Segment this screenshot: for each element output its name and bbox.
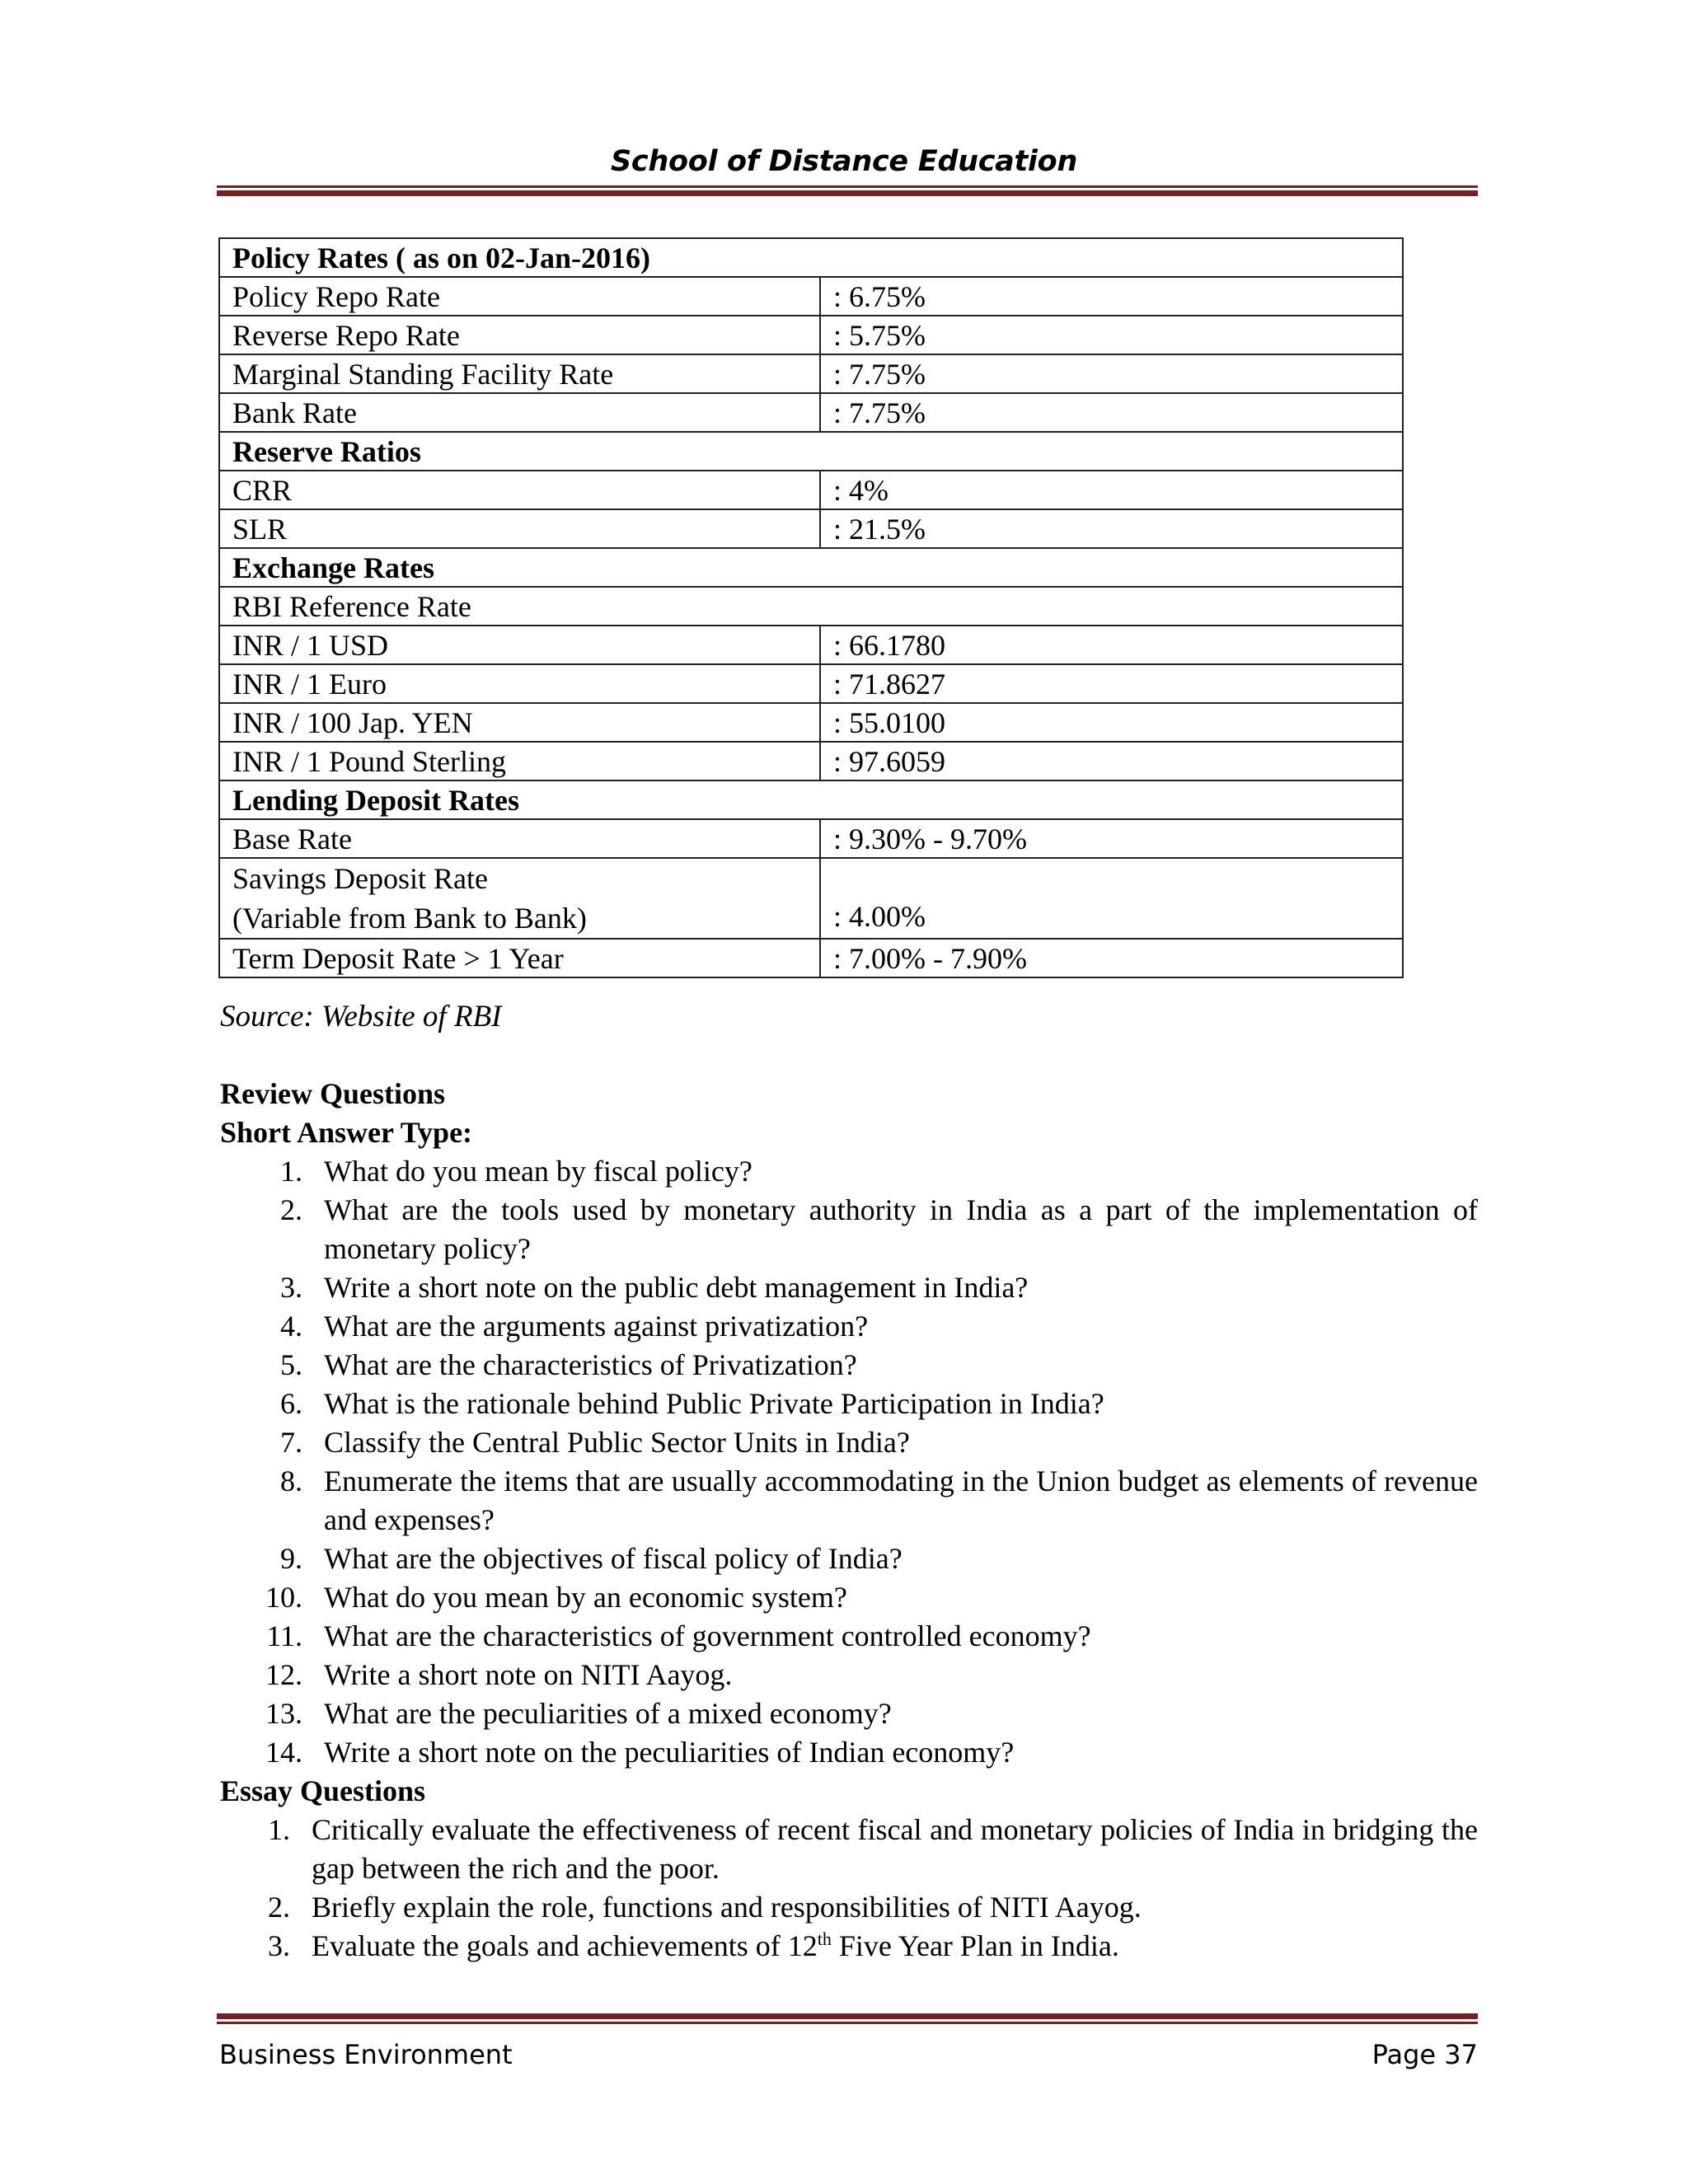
- rate-label-cell: CRR: [219, 471, 820, 509]
- question-text: What are the tools used by monetary authority in India as a part of the implementation of monetary policy?: [324, 1193, 1478, 1265]
- rate-value-cell: : 7.75%: [820, 354, 1403, 393]
- essay-question-item: 1. Critically evaluate the effectiveness of recent fiscal and monetary policies of India in bridging the gap between the rich and the poor.: [268, 1813, 1478, 1885]
- question-text: What is the rationale behind Public Private Participation in India?: [324, 1387, 1104, 1420]
- section-header-cell: Lending Deposit Rates: [219, 780, 1403, 819]
- short-answer-heading: Short Answer Type:: [220, 1116, 473, 1149]
- rate-value-cell: : 5.75%: [820, 316, 1403, 354]
- table-row: [219, 742, 1403, 780]
- short-question-item: [220, 1617, 1478, 1656]
- table-row: [219, 509, 1403, 548]
- rate-label-cell: INR / 100 Jap. YEN: [219, 703, 820, 742]
- rate-label-cell: Bank Rate: [219, 393, 820, 432]
- header-rule: [217, 185, 1478, 196]
- question-number: 5.: [280, 1348, 302, 1381]
- question-text: What are the objectives of fiscal policy of India?: [324, 1542, 903, 1575]
- rate-value-cell: : 97.6059: [820, 742, 1403, 780]
- short-question-item: [220, 1346, 1478, 1385]
- footer-page-number: Page 37: [1372, 2039, 1478, 2070]
- short-question-item: [220, 1694, 1478, 1733]
- question-number: 1.: [280, 1155, 302, 1188]
- short-question-item: [220, 1307, 1478, 1346]
- rate-value-cell: : 4.00%: [820, 858, 1403, 939]
- subheader-cell: RBI Reference Rate: [219, 587, 1403, 626]
- question-text: Write a short note on NITI Aayog.: [324, 1658, 733, 1691]
- question-number: 13.: [265, 1697, 302, 1730]
- rate-label-cell: [219, 858, 820, 939]
- table-row: [219, 626, 1403, 664]
- essay-heading: Essay Questions: [220, 1774, 426, 1807]
- question-number: 9.: [280, 1542, 302, 1575]
- essay-question-item: 3. Evaluate the goals and achievements of 12th Five Year Plan in India.: [268, 1929, 1119, 1962]
- table-row: [219, 471, 1403, 509]
- short-question-item: [220, 1540, 1478, 1578]
- short-question-item: [220, 1462, 1478, 1540]
- essay-question-item: 2. Briefly explain the role, functions and responsibilities of NITI Aayog.: [268, 1891, 1142, 1924]
- rate-label-line: (Variable from Bank to Bank): [232, 902, 587, 935]
- table-row: [219, 354, 1403, 393]
- rate-label-cell: INR / 1 USD: [219, 626, 820, 664]
- table-row: [219, 432, 1403, 471]
- short-question-item: [220, 1578, 1478, 1617]
- rate-value-cell: : 71.8627: [820, 664, 1403, 703]
- short-question-item: [220, 1268, 1478, 1307]
- review-heading: Review Questions: [220, 1077, 445, 1110]
- table-row: [219, 703, 1403, 742]
- question-number: 8.: [280, 1465, 302, 1497]
- rate-label-line: Savings Deposit Rate: [232, 862, 488, 895]
- question-text: What are the arguments against privatization?: [324, 1310, 869, 1343]
- rate-label-cell: Policy Repo Rate: [219, 277, 820, 316]
- essay-question-list: [220, 1811, 1478, 1966]
- rate-label-cell: INR / 1 Pound Sterling: [219, 742, 820, 780]
- rate-label-cell: Term Deposit Rate > 1 Year: [219, 939, 820, 977]
- rate-value-cell: : 6.75%: [820, 277, 1403, 316]
- short-question-item: [220, 1191, 1478, 1268]
- rate-label-cell: Reverse Repo Rate: [219, 316, 820, 354]
- question-text: Write a short note on the peculiarities of Indian economy?: [324, 1736, 1015, 1769]
- question-text: What are the characteristics of government controlled economy?: [324, 1619, 1091, 1652]
- question-number: 11.: [266, 1619, 302, 1652]
- question-number: 7.: [280, 1426, 302, 1459]
- rate-label-cell: SLR: [219, 509, 820, 548]
- section-header-cell: Exchange Rates: [219, 548, 1403, 587]
- question-text: Write a short note on the public debt management in India?: [324, 1271, 1029, 1304]
- table-row: [219, 819, 1403, 858]
- rate-value-cell: : 21.5%: [820, 509, 1403, 548]
- section-header-cell: Policy Rates ( as on 02-Jan-2016): [219, 238, 1403, 277]
- question-number: 10.: [265, 1581, 302, 1614]
- question-text: What do you mean by an economic system?: [324, 1581, 847, 1614]
- review-section: [220, 1075, 1478, 1966]
- rate-label-cell: Marginal Standing Facility Rate: [219, 354, 820, 393]
- short-question-item: [220, 1656, 1478, 1694]
- section-header-cell: Reserve Ratios: [219, 432, 1403, 471]
- question-text: What are the characteristics of Privatization?: [324, 1348, 857, 1381]
- rate-value-cell: : 7.00% - 7.90%: [820, 939, 1403, 977]
- question-number: 4.: [280, 1310, 302, 1343]
- rates-table: [218, 237, 1404, 978]
- question-text: Classify the Central Public Sector Units in India?: [324, 1426, 910, 1459]
- rate-value-cell: : 9.30% - 9.70%: [820, 819, 1403, 858]
- question-number: 6.: [280, 1387, 302, 1420]
- question-number: 14.: [265, 1736, 302, 1769]
- table-row: [219, 939, 1403, 977]
- rate-label-cell: Base Rate: [219, 819, 820, 858]
- question-text: What are the peculiarities of a mixed economy?: [324, 1697, 892, 1730]
- footer-course-name: Business Environment: [219, 2039, 513, 2070]
- table-row: [219, 393, 1403, 432]
- short-question-item: [220, 1385, 1478, 1423]
- question-text: Enumerate the items that are usually accommodating in the Union budget as elements of revenue and expenses?: [324, 1465, 1478, 1536]
- table-row: [219, 664, 1403, 703]
- table-row: [219, 238, 1403, 277]
- table-row: [219, 548, 1403, 587]
- short-question-item: [220, 1423, 1478, 1462]
- table-source: Source: Website of RBI: [220, 1000, 502, 1033]
- table-row: [219, 277, 1403, 316]
- short-question-list: [220, 1152, 1478, 1772]
- table-row: [219, 316, 1403, 354]
- rate-value-cell: : 4%: [820, 471, 1403, 509]
- question-number: 2.: [280, 1193, 302, 1226]
- question-number: 3.: [280, 1271, 302, 1304]
- question-number: 12.: [265, 1658, 302, 1691]
- table-row: [219, 858, 1403, 939]
- short-question-item: [220, 1733, 1478, 1772]
- footer-rule: [217, 2013, 1478, 2024]
- page-header-title: School of Distance Education: [611, 145, 1077, 178]
- rate-value-cell: : 55.0100: [820, 703, 1403, 742]
- rate-value-cell: : 7.75%: [820, 393, 1403, 432]
- rate-label-cell: INR / 1 Euro: [219, 664, 820, 703]
- table-row: [219, 587, 1403, 626]
- table-row: [219, 780, 1403, 819]
- question-text: What do you mean by fiscal policy?: [324, 1155, 753, 1188]
- short-question-item: [220, 1152, 1478, 1191]
- rate-value-cell: : 66.1780: [820, 626, 1403, 664]
